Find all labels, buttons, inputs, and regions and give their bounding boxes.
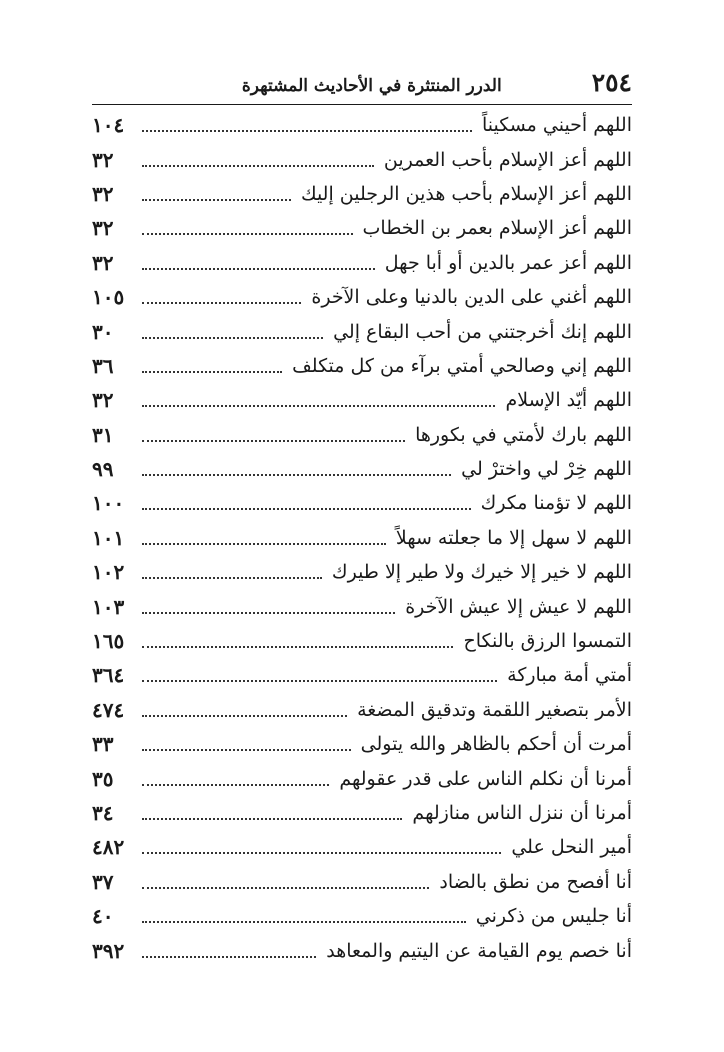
dot-leader: [142, 371, 282, 373]
entry-page-number: ٣٩٢: [92, 938, 125, 963]
entry-page-number: ١٠١: [92, 525, 125, 550]
entry-page-number: ١٠٥: [92, 285, 125, 310]
dot-leader: [142, 405, 495, 407]
index-entry: [92, 486, 632, 520]
dot-leader: [142, 508, 471, 510]
entry-page-number: ٣٤: [92, 801, 114, 825]
entry-page-number: ١٠٠: [92, 491, 125, 516]
entry-page-number: ٤٨٢: [92, 835, 125, 860]
index-entry: [92, 589, 632, 623]
entry-page-number: ٣١: [92, 422, 114, 447]
entry-page-number: ٣٧: [92, 869, 114, 894]
dot-leader: [142, 818, 402, 820]
entry-text: أنا خصم يوم القيامة عن اليتيم والمعاهد: [326, 939, 632, 962]
entry-page-number: ١٠٢: [92, 560, 125, 585]
index-list: [92, 108, 632, 968]
page-header: [92, 68, 632, 104]
entry-page-number: ٣٦: [92, 353, 114, 378]
entry-text: اللهم لا عيش إلا عيش الآخرة: [405, 595, 632, 618]
entry-text: الأمر بتصغير اللقمة وتدقيق المضغة: [357, 698, 632, 721]
index-entry: [92, 349, 632, 383]
entry-text: أمير النحل علي: [511, 836, 632, 859]
entry-text: أمتي أمة مباركة: [507, 664, 632, 687]
index-entry: [92, 658, 632, 692]
entry-text: أمرنا أن نكلم الناس على قدر عقولهم: [339, 767, 632, 790]
dot-leader: [142, 337, 323, 339]
entry-page-number: ٣٠: [92, 319, 114, 344]
running-title: الدرر المنتثرة في الأحاديث المشتهرة: [241, 76, 502, 96]
index-entry: [92, 383, 632, 417]
entry-text: التمسوا الرزق بالنكاح: [463, 630, 632, 653]
entry-page-number: ٤٧٤: [92, 697, 125, 722]
dot-leader: [142, 543, 386, 545]
index-entry: [92, 246, 632, 280]
index-entry: [92, 314, 632, 348]
entry-text: اللهم أغني على الدين بالدنيا وعلى الآخرة: [311, 286, 632, 309]
index-entry: [92, 521, 632, 555]
index-entry: [92, 108, 632, 142]
dot-leader: [142, 199, 291, 201]
entry-text: اللهم أحيني مسكيناً: [481, 114, 632, 137]
entry-page-number: ٩٩: [92, 457, 114, 482]
dot-leader: [142, 233, 353, 235]
entry-page-number: ١٠٤: [92, 113, 125, 138]
dot-leader: [142, 749, 351, 751]
dot-leader: [142, 956, 316, 958]
entry-text: اللهم أعز الإسلام بأحب هذين الرجلين إليك: [300, 182, 632, 205]
header-rule: [92, 104, 632, 105]
entry-page-number: ١٦٥: [92, 629, 125, 654]
index-entry: [92, 280, 632, 314]
index-entry: [92, 211, 632, 245]
dot-leader: [142, 130, 472, 132]
index-entry: [92, 865, 632, 899]
index-entry: [92, 555, 632, 589]
dot-leader: [142, 268, 375, 270]
entry-text: أنا أفصح من نطق بالضاد: [439, 870, 632, 893]
entry-text: اللهم أعز الإسلام بعمر بن الخطاب: [362, 217, 632, 240]
entry-text: اللهم أيّد الإسلام: [505, 389, 632, 412]
entry-page-number: ٤٠: [92, 904, 114, 929]
entry-page-number: ٣٢: [92, 216, 114, 241]
dot-leader: [142, 646, 453, 648]
dot-leader: [142, 612, 395, 614]
entry-text: اللهم إني وصالحي أمتي برآء من كل متكلف: [292, 354, 632, 377]
entry-text: اللهم لا تؤمنا مكرك: [480, 492, 632, 515]
entry-text: أمرنا أن ننزل الناس منازلهم: [412, 802, 632, 824]
entry-text: اللهم أعز الإسلام بأحب العمرين: [383, 148, 632, 171]
dot-leader: [142, 577, 322, 579]
entry-page-number: ٣٢: [92, 388, 114, 413]
dot-leader: [142, 921, 466, 923]
dot-leader: [142, 165, 374, 167]
entry-text: اللهم بارك لأمتي في بكورها: [415, 423, 632, 446]
dot-leader: [142, 440, 405, 442]
entry-text: اللهم لا سهل إلا ما جعلته سهلاً: [395, 526, 632, 549]
entry-text: اللهم أعز عمر بالدين أو أبا جهل: [384, 251, 632, 274]
dot-leader: [142, 302, 301, 304]
entry-page-number: ٣٢: [92, 181, 114, 206]
page-number: ٢٥٤: [591, 68, 632, 97]
entry-page-number: ٣٥: [92, 766, 114, 791]
dot-leader: [142, 474, 451, 476]
index-entry: [92, 933, 632, 967]
index-entry: [92, 693, 632, 727]
index-entry: [92, 177, 632, 211]
dot-leader: [142, 784, 329, 786]
entry-page-number: ١٠٣: [92, 594, 125, 619]
entry-text: اللهم خِرْ لي واخترْ لي: [461, 458, 632, 481]
entry-text: اللهم إنك أخرجتني من أحب البقاع إلي: [333, 320, 632, 343]
dot-leader: [142, 852, 501, 854]
index-entry: [92, 142, 632, 176]
entry-page-number: ٣٢: [92, 147, 114, 172]
dot-leader: [142, 715, 347, 717]
entry-text: اللهم لا خير إلا خيرك ولا طير إلا طيرك: [331, 561, 632, 584]
index-entry: [92, 452, 632, 486]
index-entry: [92, 830, 632, 864]
index-entry: [92, 796, 632, 830]
index-entry: [92, 899, 632, 933]
entry-page-number: ٣٦٤: [92, 663, 125, 688]
entry-page-number: ٣٢: [92, 250, 114, 275]
entry-text: أمرت أن أحكم بالظاهر والله يتولى: [360, 733, 632, 756]
index-entry: [92, 761, 632, 795]
index-entry: [92, 624, 632, 658]
dot-leader: [142, 680, 497, 682]
entry-page-number: ٣٣: [92, 732, 114, 757]
index-entry: [92, 727, 632, 761]
index-entry: [92, 418, 632, 452]
dot-leader: [142, 887, 429, 889]
entry-text: أنا جليس من ذكرني: [475, 905, 632, 928]
